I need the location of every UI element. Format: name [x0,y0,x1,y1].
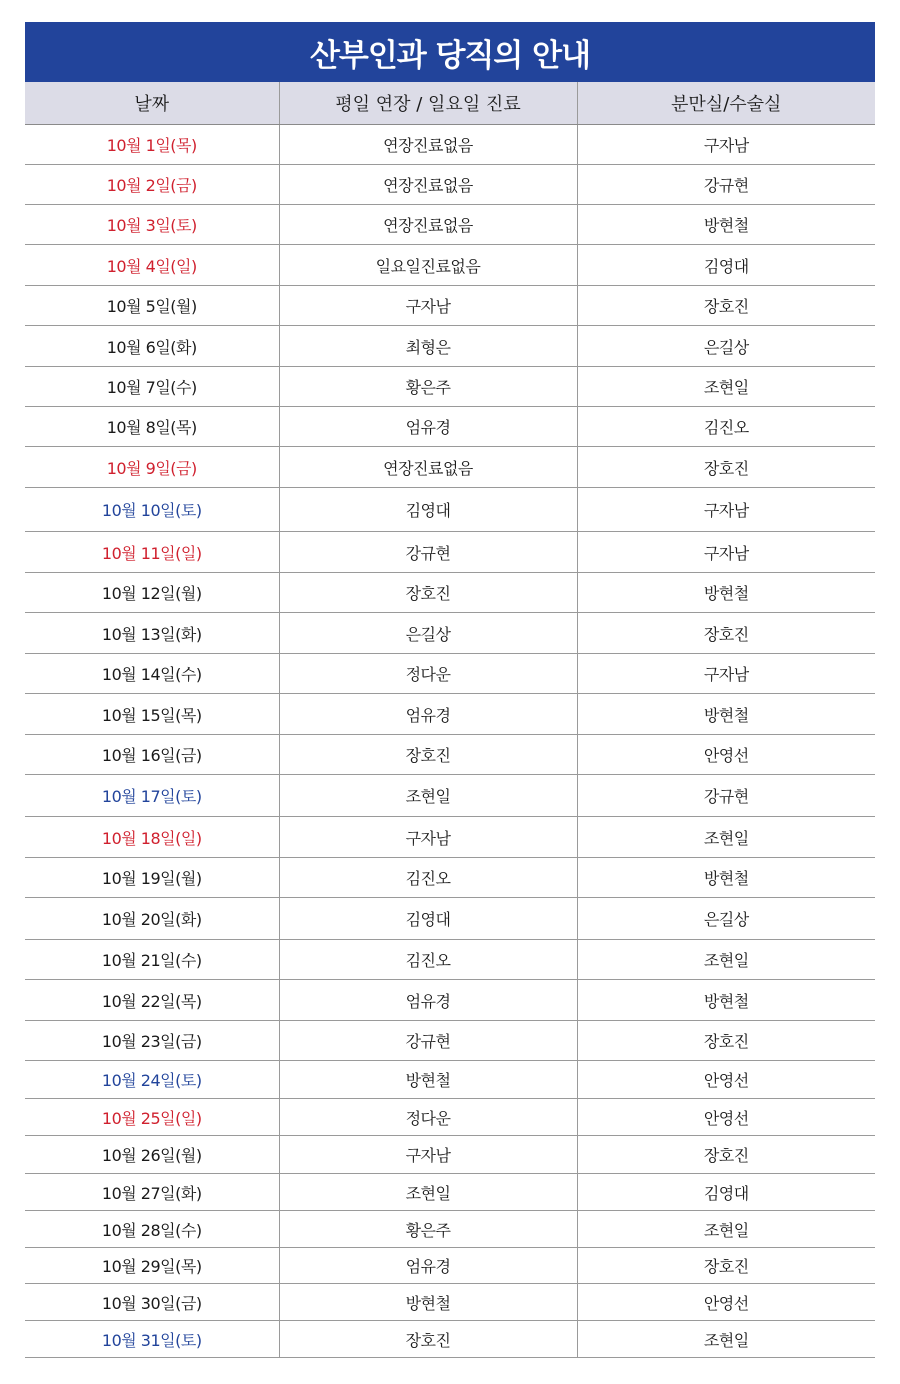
date-cell: 10월 1일(목) [25,125,279,165]
date-cell: 10월 20일(화) [25,898,279,940]
table-row [25,654,875,694]
extended-hours-doctor-cell: 은길상 [279,613,577,654]
extended-hours-doctor-cell: 장호진 [279,1321,577,1358]
date-cell: 10월 16일(금) [25,735,279,775]
duty-schedule-table [25,82,875,1358]
delivery-room-doctor-cell: 강규현 [577,775,875,817]
table-row [25,367,875,407]
date-cell: 10월 4일(일) [25,245,279,286]
extended-hours-doctor-cell: 구자남 [279,1136,577,1174]
delivery-room-doctor-cell: 안영선 [577,1061,875,1099]
extended-hours-doctor-cell: 김진오 [279,940,577,980]
extended-hours-doctor-cell: 연장진료없음 [279,165,577,205]
delivery-room-doctor-cell: 김영대 [577,245,875,286]
table-row [25,1061,875,1099]
extended-hours-doctor-cell: 일요일진료없음 [279,245,577,286]
delivery-room-doctor-cell: 장호진 [577,447,875,488]
extended-hours-doctor-cell: 연장진료없음 [279,205,577,245]
delivery-room-doctor-cell: 방현철 [577,205,875,245]
table-row [25,532,875,573]
date-cell: 10월 5일(월) [25,286,279,326]
extended-hours-doctor-cell: 정다운 [279,1099,577,1136]
table-row [25,1021,875,1061]
delivery-room-doctor-cell: 조현일 [577,367,875,407]
delivery-room-doctor-cell: 장호진 [577,1136,875,1174]
table-row [25,326,875,367]
delivery-room-doctor-cell: 방현철 [577,980,875,1021]
table-row [25,1136,875,1174]
extended-hours-doctor-cell: 김영대 [279,898,577,940]
extended-hours-doctor-cell: 연장진료없음 [279,125,577,165]
table-row [25,1174,875,1211]
date-cell: 10월 22일(목) [25,980,279,1021]
delivery-room-doctor-cell: 방현철 [577,694,875,735]
extended-hours-doctor-cell: 엄유경 [279,1248,577,1284]
extended-hours-doctor-cell: 장호진 [279,735,577,775]
table-row [25,488,875,532]
extended-hours-doctor-cell: 엄유경 [279,407,577,447]
table-row [25,817,875,858]
table-row [25,613,875,654]
date-cell: 10월 26일(월) [25,1136,279,1174]
table-row [25,573,875,613]
delivery-room-doctor-cell: 강규현 [577,165,875,205]
delivery-room-doctor-cell: 장호진 [577,1021,875,1061]
delivery-room-doctor-cell: 안영선 [577,1284,875,1321]
table-row [25,694,875,735]
date-cell: 10월 13일(화) [25,613,279,654]
page-title: 산부인과 당직의 안내 [25,22,875,82]
delivery-room-doctor-cell: 방현철 [577,858,875,898]
delivery-room-doctor-cell: 조현일 [577,1321,875,1358]
date-cell: 10월 28일(수) [25,1211,279,1248]
date-cell: 10월 27일(화) [25,1174,279,1211]
date-cell: 10월 11일(일) [25,532,279,573]
date-cell: 10월 31일(토) [25,1321,279,1358]
delivery-room-doctor-cell: 조현일 [577,940,875,980]
delivery-room-doctor-cell: 구자남 [577,654,875,694]
delivery-room-doctor-cell: 은길상 [577,326,875,367]
extended-hours-doctor-cell: 강규현 [279,1021,577,1061]
extended-hours-doctor-cell: 장호진 [279,573,577,613]
extended-hours-doctor-cell: 최형은 [279,326,577,367]
extended-hours-doctor-cell: 연장진료없음 [279,447,577,488]
date-cell: 10월 18일(일) [25,817,279,858]
delivery-room-doctor-cell: 장호진 [577,286,875,326]
table-row [25,447,875,488]
date-cell: 10월 14일(수) [25,654,279,694]
table-row [25,205,875,245]
table-row [25,898,875,940]
date-cell: 10월 12일(월) [25,573,279,613]
delivery-room-doctor-cell: 장호진 [577,1248,875,1284]
date-cell: 10월 7일(수) [25,367,279,407]
column-header-date: 날짜 [25,82,279,125]
date-cell: 10월 3일(토) [25,205,279,245]
extended-hours-doctor-cell: 황은주 [279,367,577,407]
table-row [25,165,875,205]
table-row [25,245,875,286]
table-row [25,286,875,326]
table-row [25,980,875,1021]
extended-hours-doctor-cell: 황은주 [279,1211,577,1248]
date-cell: 10월 30일(금) [25,1284,279,1321]
table-row [25,1284,875,1321]
extended-hours-doctor-cell: 정다운 [279,654,577,694]
delivery-room-doctor-cell: 장호진 [577,613,875,654]
extended-hours-doctor-cell: 김진오 [279,858,577,898]
table-body [25,125,875,1358]
date-cell: 10월 2일(금) [25,165,279,205]
delivery-room-doctor-cell: 은길상 [577,898,875,940]
delivery-room-doctor-cell: 안영선 [577,1099,875,1136]
date-cell: 10월 10일(토) [25,488,279,532]
table-row [25,407,875,447]
date-cell: 10월 17일(토) [25,775,279,817]
table-row [25,1321,875,1358]
date-cell: 10월 9일(금) [25,447,279,488]
date-cell: 10월 23일(금) [25,1021,279,1061]
table-header-row [25,82,875,125]
table-row [25,125,875,165]
delivery-room-doctor-cell: 구자남 [577,125,875,165]
delivery-room-doctor-cell: 방현철 [577,573,875,613]
extended-hours-doctor-cell: 강규현 [279,532,577,573]
delivery-room-doctor-cell: 조현일 [577,817,875,858]
date-cell: 10월 24일(토) [25,1061,279,1099]
table-row [25,1248,875,1284]
delivery-room-doctor-cell: 안영선 [577,735,875,775]
table-row [25,940,875,980]
date-cell: 10월 21일(수) [25,940,279,980]
extended-hours-doctor-cell: 조현일 [279,1174,577,1211]
table-row [25,1211,875,1248]
extended-hours-doctor-cell: 구자남 [279,817,577,858]
extended-hours-doctor-cell: 엄유경 [279,694,577,735]
delivery-room-doctor-cell: 김진오 [577,407,875,447]
date-cell: 10월 29일(목) [25,1248,279,1284]
extended-hours-doctor-cell: 조현일 [279,775,577,817]
delivery-room-doctor-cell: 구자남 [577,488,875,532]
table-row [25,735,875,775]
date-cell: 10월 19일(월) [25,858,279,898]
date-cell: 10월 15일(목) [25,694,279,735]
date-cell: 10월 25일(일) [25,1099,279,1136]
delivery-room-doctor-cell: 조현일 [577,1211,875,1248]
extended-hours-doctor-cell: 방현철 [279,1284,577,1321]
table-row [25,775,875,817]
extended-hours-doctor-cell: 김영대 [279,488,577,532]
column-header-extended-sunday: 평일 연장 / 일요일 진료 [279,82,577,125]
extended-hours-doctor-cell: 구자남 [279,286,577,326]
date-cell: 10월 6일(화) [25,326,279,367]
extended-hours-doctor-cell: 엄유경 [279,980,577,1021]
table-row [25,1099,875,1136]
column-header-delivery-surgery: 분만실/수술실 [577,82,875,125]
table-row [25,858,875,898]
delivery-room-doctor-cell: 구자남 [577,532,875,573]
extended-hours-doctor-cell: 방현철 [279,1061,577,1099]
date-cell: 10월 8일(목) [25,407,279,447]
delivery-room-doctor-cell: 김영대 [577,1174,875,1211]
